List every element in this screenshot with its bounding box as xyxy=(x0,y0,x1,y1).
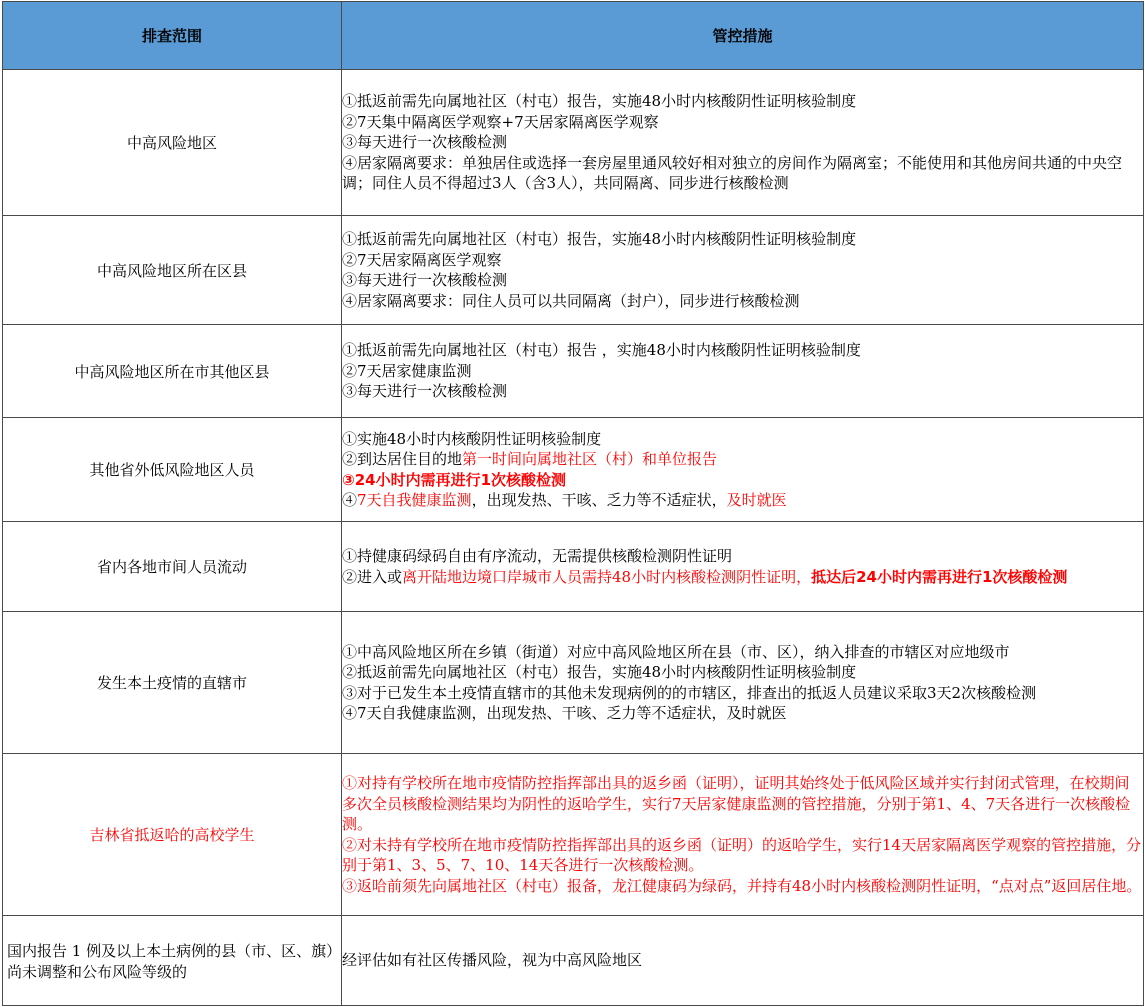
measure-item xyxy=(342,361,1143,382)
measure-item xyxy=(342,642,1143,663)
scope-cell: 发生本土疫情的直辖市 xyxy=(3,612,342,754)
measure-text: ①持健康码绿码自由有序流动，无需提供核酸检测阴性证明 xyxy=(342,547,733,565)
header-measures: 管控措施 xyxy=(342,2,1144,70)
measure-text: 7天自我健康监测 xyxy=(357,491,472,509)
measure-item xyxy=(342,449,1143,470)
measures-cell xyxy=(342,325,1144,418)
table-row xyxy=(3,216,1144,325)
measure-text: 第一时间向属地社区（村）和单位报告 xyxy=(462,450,718,468)
measures-cell xyxy=(342,216,1144,325)
measure-text: ③每天进行一次核酸检测 xyxy=(342,133,508,152)
table-row xyxy=(3,612,1144,754)
measure-text: ②到达居住目的地 xyxy=(342,450,463,468)
measure-item xyxy=(342,91,1143,112)
measure-item xyxy=(342,773,1143,835)
measure-text: ④7天自我健康监测，出现发热、干咳、乏力等不适症状，及时就医 xyxy=(342,704,787,722)
header-scope: 排查范围 xyxy=(3,2,342,70)
measure-text: ①抵返前需先向属地社区（村屯）报告，实施48小时内核酸阴性证明核验制度 xyxy=(342,230,857,248)
measures-cell xyxy=(342,70,1144,216)
measure-text: ②进入或 xyxy=(342,567,403,586)
measure-item xyxy=(342,490,1143,511)
scope-cell: 国内报告 1 例及以上本土病例的县（市、区、旗）尚未调整和公布风险等级的 xyxy=(3,916,342,1006)
measure-item xyxy=(342,132,1143,153)
measure-item xyxy=(342,270,1143,291)
measure-text: ①抵返前需先向属地社区（村屯）报告，实施48小时内核酸阴性证明核验制度 xyxy=(342,92,857,111)
measure-text: ②7天集中隔离医学观察+7天居家隔离医学观察 xyxy=(342,112,659,131)
scope-cell: 吉林省抵返哈的高校学生 xyxy=(3,754,342,916)
table-row xyxy=(3,70,1144,216)
scope-cell: 其他省外低风险地区人员 xyxy=(3,418,342,522)
measure-item xyxy=(342,470,1143,491)
table-row xyxy=(3,916,1144,1006)
table-row xyxy=(3,325,1144,418)
measure-item xyxy=(342,229,1143,250)
measure-text: ③24小时内需再进行1次核酸检测 xyxy=(342,470,567,489)
measure-item xyxy=(342,429,1143,450)
scope-cell: 中高风险地区 xyxy=(3,70,342,216)
measure-text: ①中高风险地区所在乡镇（街道）对应中高风险地区所在县（市、区），纳入排查的市辖区对应地级市 xyxy=(342,642,1010,661)
measure-text: ③对于已发生本土疫情直辖市的其他未发现病例的的市辖区，排查出的抵返人员建议采取3天2次核酸检测 xyxy=(342,683,1037,702)
measures-cell xyxy=(342,522,1144,612)
measure-text: ④居家隔离要求：同住人员可以共同隔离（封户），同步进行核酸检测 xyxy=(342,291,800,310)
measure-item xyxy=(342,567,1143,588)
measure-text: ①对持有学校所在地市疫情防控指挥部出具的返乡函（证明），证明其始终处于低风险区域并实行封闭式管理，在校期间多次全员核酸检测结果均为阴性的返哈学生，实行7天居家健康监测的管控措施，分别于第1、4、7天各进行一次核酸检测。 xyxy=(342,774,1131,833)
measure-text: 及时就医 xyxy=(726,491,787,509)
measure-item xyxy=(342,112,1143,133)
measure-text: 经评估如有社区传播风险，视为中高风险地区 xyxy=(342,951,643,970)
measure-text: 抵达后24小时内需再进行1次核酸检测 xyxy=(811,567,1068,586)
table-body xyxy=(3,70,1144,1006)
scope-cell: 中高风险地区所在市其他区县 xyxy=(3,325,342,418)
measure-item xyxy=(342,835,1143,876)
measure-text: ②抵返前需先向属地社区（村屯）报告，实施48小时内核酸阴性证明核验制度 xyxy=(342,663,857,681)
measure-text: ②7天居家隔离医学观察 xyxy=(342,250,502,269)
scope-cell: 中高风险地区所在区县 xyxy=(3,216,342,325)
measure-text: ④居家隔离要求：单独居住或选择一套房屋里通风较好相对独立的房间作为隔离室；不能使用和其他房间共通的中央空调；同住人员不得超过3人（含3人），共同隔离、同步进行核酸检测 xyxy=(342,153,1123,193)
measure-item xyxy=(342,250,1143,271)
measure-item xyxy=(342,153,1143,194)
measure-item xyxy=(342,662,1143,683)
measure-text: ，出现发热、干咳、乏力等不适症状， xyxy=(471,491,727,509)
control-measures-table xyxy=(2,1,1144,1006)
table-row xyxy=(3,522,1144,612)
measure-item xyxy=(342,950,1143,971)
measure-text: ①实施48小时内核酸阴性证明核验制度 xyxy=(342,429,602,448)
measure-text: ④ xyxy=(342,491,358,509)
scope-cell: 省内各地市间人员流动 xyxy=(3,522,342,612)
header-row xyxy=(3,2,1144,70)
measure-text: ②对未持有学校所在地市疫情防控指挥部出具的返乡函（证明）的返哈学生，实行14天居家隔离医学观察的管控措施，分别于第1、3、5、7、10、14天各进行一次核酸检测。 xyxy=(342,835,1142,874)
measure-text: ①抵返前需先向属地社区（村屯）报告 ，实施48小时内核酸阴性证明核验制度 xyxy=(342,341,861,360)
measures-cell xyxy=(342,612,1144,754)
measure-text: ③每天进行一次核酸检测 xyxy=(342,382,508,401)
measure-item xyxy=(342,876,1143,897)
measure-text: ③返哈前须先向属地社区（村屯）报备，龙江健康码为绿码，并持有48小时内核酸检测阴性证明，“点对点”返回居住地。 xyxy=(342,876,1142,895)
measure-item xyxy=(342,340,1143,361)
measures-cell xyxy=(342,418,1144,522)
measure-text: ②7天居家健康监测 xyxy=(342,361,472,380)
measure-text: ③每天进行一次核酸检测 xyxy=(342,271,508,289)
measure-item xyxy=(342,291,1143,312)
measures-cell xyxy=(342,916,1144,1006)
table-row xyxy=(3,754,1144,916)
measures-cell xyxy=(342,754,1144,916)
table-row xyxy=(3,418,1144,522)
measure-item xyxy=(342,381,1143,402)
measure-item xyxy=(342,683,1143,704)
measure-item xyxy=(342,546,1143,567)
measure-text: 离开陆地边境口岸城市人员需持48小时内核酸检测阴性证明， xyxy=(402,567,812,586)
measure-item xyxy=(342,703,1143,724)
